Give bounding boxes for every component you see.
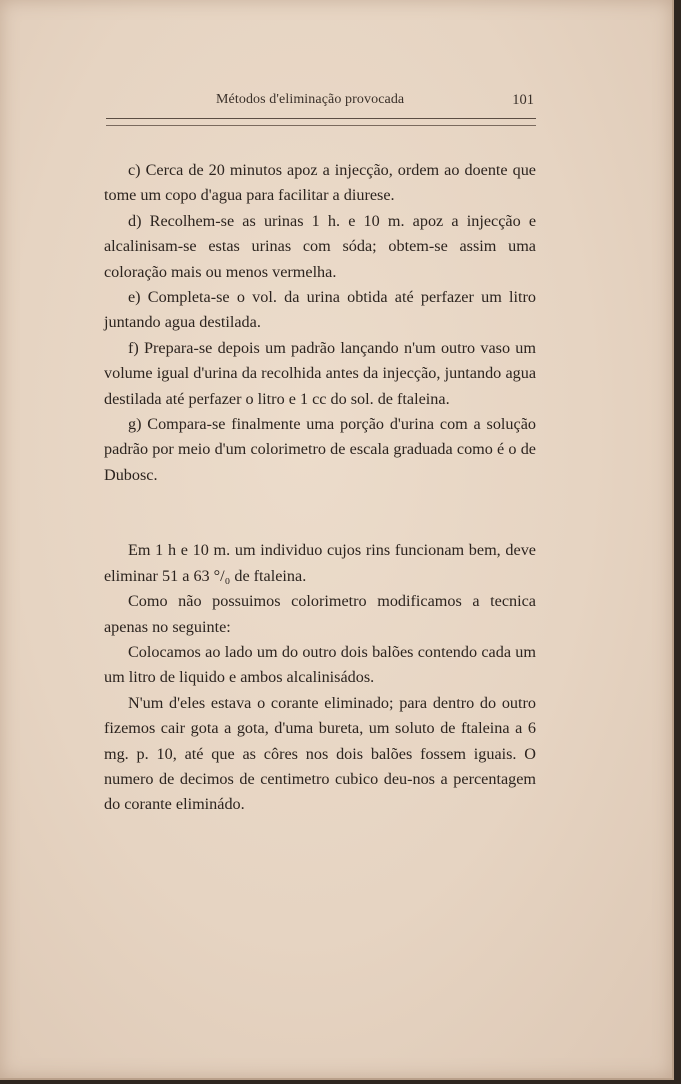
- paragraph: g) Compara-se finalmente uma porção d'urina com a solução padrão por meio d'um colorimetro de escala graduada como é o de Dubosc.: [104, 415, 536, 484]
- page-header: [106, 92, 536, 114]
- header-rule: [106, 118, 536, 119]
- paragraph: c) Cerca de 20 minutos apoz a injecção, ordem ao doente que tome um copo d'agua para facilitar a diurese.: [104, 161, 536, 205]
- paragraph: f) Prepara-se depois um padrão lançando n'um outro vaso um volume igual d'urina da recolhida antes da injecção, juntando agua destilada até perfazer o litro e 1 cc do sol. de ftaleina.: [104, 338, 536, 408]
- paragraph: e) Completa-se o vol. da urina obtida até perfazer um litro juntando agua destilada.: [104, 288, 536, 332]
- header-rule-thin: [106, 125, 536, 126]
- page-number: 101: [512, 92, 534, 108]
- paragraph: Colocamos ao lado um do outro dois balões contendo cada um um litro de liquido e ambos alcalinisádos.: [104, 642, 536, 687]
- paragraph: Como não possuimos colorimetro modificamos a tecnica apenas no seguinte:: [104, 592, 536, 636]
- paragraph: d) Recolhem-se as urinas 1 h. e 10 m. apoz a injecção e alcalinisam-se estas urinas com sóda; obtem-se assim uma coloração mais ou menos vermelha.: [104, 211, 536, 281]
- paragraph: N'um d'eles estava o corante eliminado; para dentro do outro fizemos cair gota a gota, d'uma bureta, um soluto de ftaleina a 6 mg. p. 10, até que as côres nos dois balões fossem iguais. O numero de decimos de centimetro cubico deu-nos a percentagem do corante eliminádo.: [104, 693, 536, 814]
- running-title: Métodos d'eliminação provocada: [216, 92, 405, 107]
- body-text: [104, 158, 536, 818]
- paragraph: Em 1 h e 10 m. um individuo cujos rins funcionam bem, deve eliminar 51 a 63 °/₀ de ftaleina.: [104, 541, 536, 585]
